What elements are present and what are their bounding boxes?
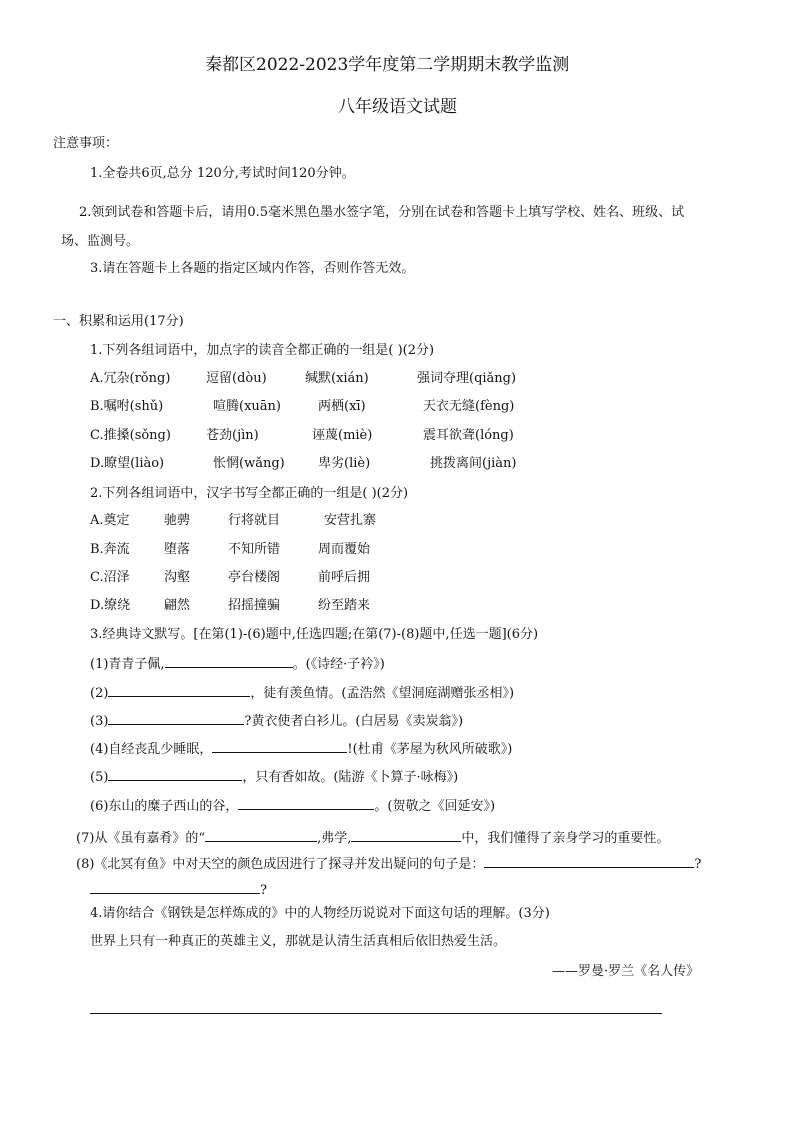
notes-heading: 注意事项：	[53, 136, 119, 151]
question-3-stem: 3.经典诗文默写。[在第(1)-(6)题中,任选四题;在第(7)-(8)题中,任选一题](6分)	[90, 627, 539, 642]
q2-option-a-word-3: 行将就目	[228, 513, 281, 528]
q3-p5-text-after: ，只有香如故。(陆游《卜算子·咏梅》)	[242, 770, 459, 785]
q3-p4-text-before: (4)自经丧乱少睡眠，	[90, 742, 213, 757]
q2-option-b-word-2: 堕落	[164, 542, 191, 557]
q3-p5-text-before: (5)	[90, 770, 109, 785]
question-4-stem: 4.请你结合《钢铁是怎样炼成的》中的人物经历说说对下面这句话的理解。(3分)	[90, 906, 550, 921]
q2-option-c-word-3: 亭台楼阁	[228, 570, 281, 585]
q3-poem-line-8-continued	[90, 881, 267, 900]
q1-option-d-word-3: 卑劣(liè)	[318, 456, 371, 471]
q2-option-c-word-1: C.沼泽	[90, 570, 130, 585]
q2-option-d-word-2: 翩然	[164, 598, 191, 613]
q3-poem-line-6	[90, 797, 495, 816]
q3-p5-answer-blank[interactable]	[108, 768, 242, 781]
q3-p1-text-after: 。(《诗经·子衿》)	[292, 657, 385, 672]
q1-option-b-word-2: 喧腾(xuān)	[213, 399, 281, 414]
q2-option-a-word-1: A.奠定	[90, 513, 130, 528]
q1-option-c-word-2: 苍劲(jìn)	[206, 428, 259, 443]
q3-p4-answer-blank[interactable]	[212, 740, 347, 753]
q1-option-a-word-2: 逗留(dòu)	[206, 371, 267, 386]
q3-p2-text-before: (2)	[90, 686, 109, 701]
q1-option-c-word-3: 诬蔑(miè)	[312, 428, 373, 443]
q2-option-d-word-4: 纷至踏来	[318, 598, 371, 613]
q2-option-a-word-4: 安营扎寨	[324, 513, 377, 528]
q3-p7-answer-blank-2[interactable]	[351, 829, 461, 842]
q2-option-d-word-3: 招摇撞骗	[228, 598, 281, 613]
q1-option-a-word-3: 缄默(xián)	[305, 371, 369, 386]
q1-option-a-word-1: A.冗杂(rǒng)	[90, 371, 171, 386]
q2-option-c-word-2: 沟壑	[164, 570, 191, 585]
q3-p8-answer-blank-1[interactable]	[484, 855, 694, 868]
q3-poem-line-4	[90, 740, 512, 759]
q3-poem-line-5	[90, 768, 458, 787]
q1-option-b-word-3: 两栖(xī)	[318, 399, 366, 414]
q1-option-c-word-1: C.推搡(sǒng)	[90, 428, 171, 443]
q3-p7-text-middle: ,弗学,	[317, 831, 352, 846]
section-1-heading: 一、积累和运用(17分)	[53, 314, 184, 329]
q3-p6-answer-blank[interactable]	[238, 797, 374, 810]
q3-poem-line-8	[76, 855, 701, 874]
question-1-stem: 1.下列各组词语中，加点字的读音全都正确的一组是( )(2分)	[90, 343, 435, 358]
q4-quote: 世界上只有一种真正的英雄主义，那就是认清生活真相后依旧热爱生活。	[90, 934, 507, 949]
exam-title: 秦都区2022-2023学年度第二学期期末教学监测	[205, 55, 570, 75]
q3-p7-answer-blank-1[interactable]	[205, 829, 317, 842]
q3-p2-text-after: ，徒有羡鱼情。(孟浩然《望洞庭湖赠张丞相》)	[250, 686, 515, 701]
q2-option-c-word-4: 前呼后拥	[318, 570, 371, 585]
q3-p8-question-mark-1: ?	[694, 857, 702, 872]
q4-quote-source: ——罗曼·罗兰《名人传》	[552, 964, 700, 979]
q2-option-a-word-2: 驰骋	[164, 513, 191, 528]
q2-option-b-word-4: 周而覆始	[318, 542, 371, 557]
q3-p2-answer-blank[interactable]	[108, 684, 250, 697]
q3-p6-text-after: 。(贺敬之《回延安》)	[374, 799, 496, 814]
q1-option-d-word-2: 怅惘(wǎng)	[213, 456, 285, 471]
q2-option-b-word-3: 不知所错	[228, 542, 281, 557]
note-item-1: 1.全卷共6页,总分 120分,考试时间120分钟。	[90, 166, 355, 181]
q1-option-c-word-4: 震耳欲聋(lóng)	[423, 428, 514, 443]
q3-p8-text-before: (8)《北冥有鱼》中对天空的颜色成因进行了探寻并发出疑问的句子是：	[76, 857, 485, 872]
q3-poem-line-2	[90, 684, 514, 703]
q4-answer-line[interactable]	[90, 1013, 662, 1014]
question-2-stem: 2.下列各组词语中，汉字书写全都正确的一组是( )(2分)	[90, 486, 409, 501]
q2-option-b-word-1: B.奔流	[90, 542, 130, 557]
q3-p7-text-before: (7)从《虽有嘉肴》的“	[76, 831, 206, 846]
q3-poem-line-1	[90, 655, 385, 674]
q3-p4-text-after: !(杜甫《茅屋为秋风所破歌》)	[347, 742, 513, 757]
q1-option-b-word-1: B.嘱咐(shǔ)	[90, 399, 164, 414]
q1-option-a-word-4: 强词夺理(qiǎng)	[417, 371, 517, 386]
q3-p7-text-after: 中，我们懂得了亲身学习的重要性。	[461, 831, 670, 846]
q3-p3-text-before: (3)	[90, 714, 109, 729]
exam-subtitle: 八年级语文试题	[338, 97, 457, 117]
q1-option-b-word-4: 天衣无缝(fèng)	[423, 399, 515, 414]
q3-p1-text-before: (1)青青子佩,	[90, 657, 165, 672]
note-item-2-line-2: 场、监测号。	[61, 234, 140, 249]
q3-p8-answer-blank-2[interactable]	[90, 881, 260, 894]
q3-p1-answer-blank[interactable]	[165, 655, 293, 668]
q1-option-d-word-4: 挑拨离间(jiàn)	[430, 456, 517, 471]
q3-p3-text-after: ?黄衣使者白衫儿。(白居易《卖炭翁》)	[244, 714, 464, 729]
q3-p6-text-before: (6)东山的糜子西山的谷，	[90, 799, 239, 814]
note-item-2-line-1: 2.领到试卷和答题卡后，请用0.5毫米黑色墨水签字笔，分别在试卷和答题卡上填写学校、姓名、班级、试	[79, 205, 685, 220]
q3-p3-answer-blank[interactable]	[108, 712, 244, 725]
q3-p8-question-mark-2: ?	[260, 883, 267, 898]
q2-option-d-word-1: D.缭绕	[90, 598, 131, 613]
q3-poem-line-7	[76, 829, 669, 848]
q1-option-d-word-1: D.瞭望(liào)	[90, 456, 165, 471]
q3-poem-line-3	[90, 712, 463, 731]
note-item-3: 3.请在答题卡上各题的指定区域内作答，否则作答无效。	[90, 261, 415, 276]
